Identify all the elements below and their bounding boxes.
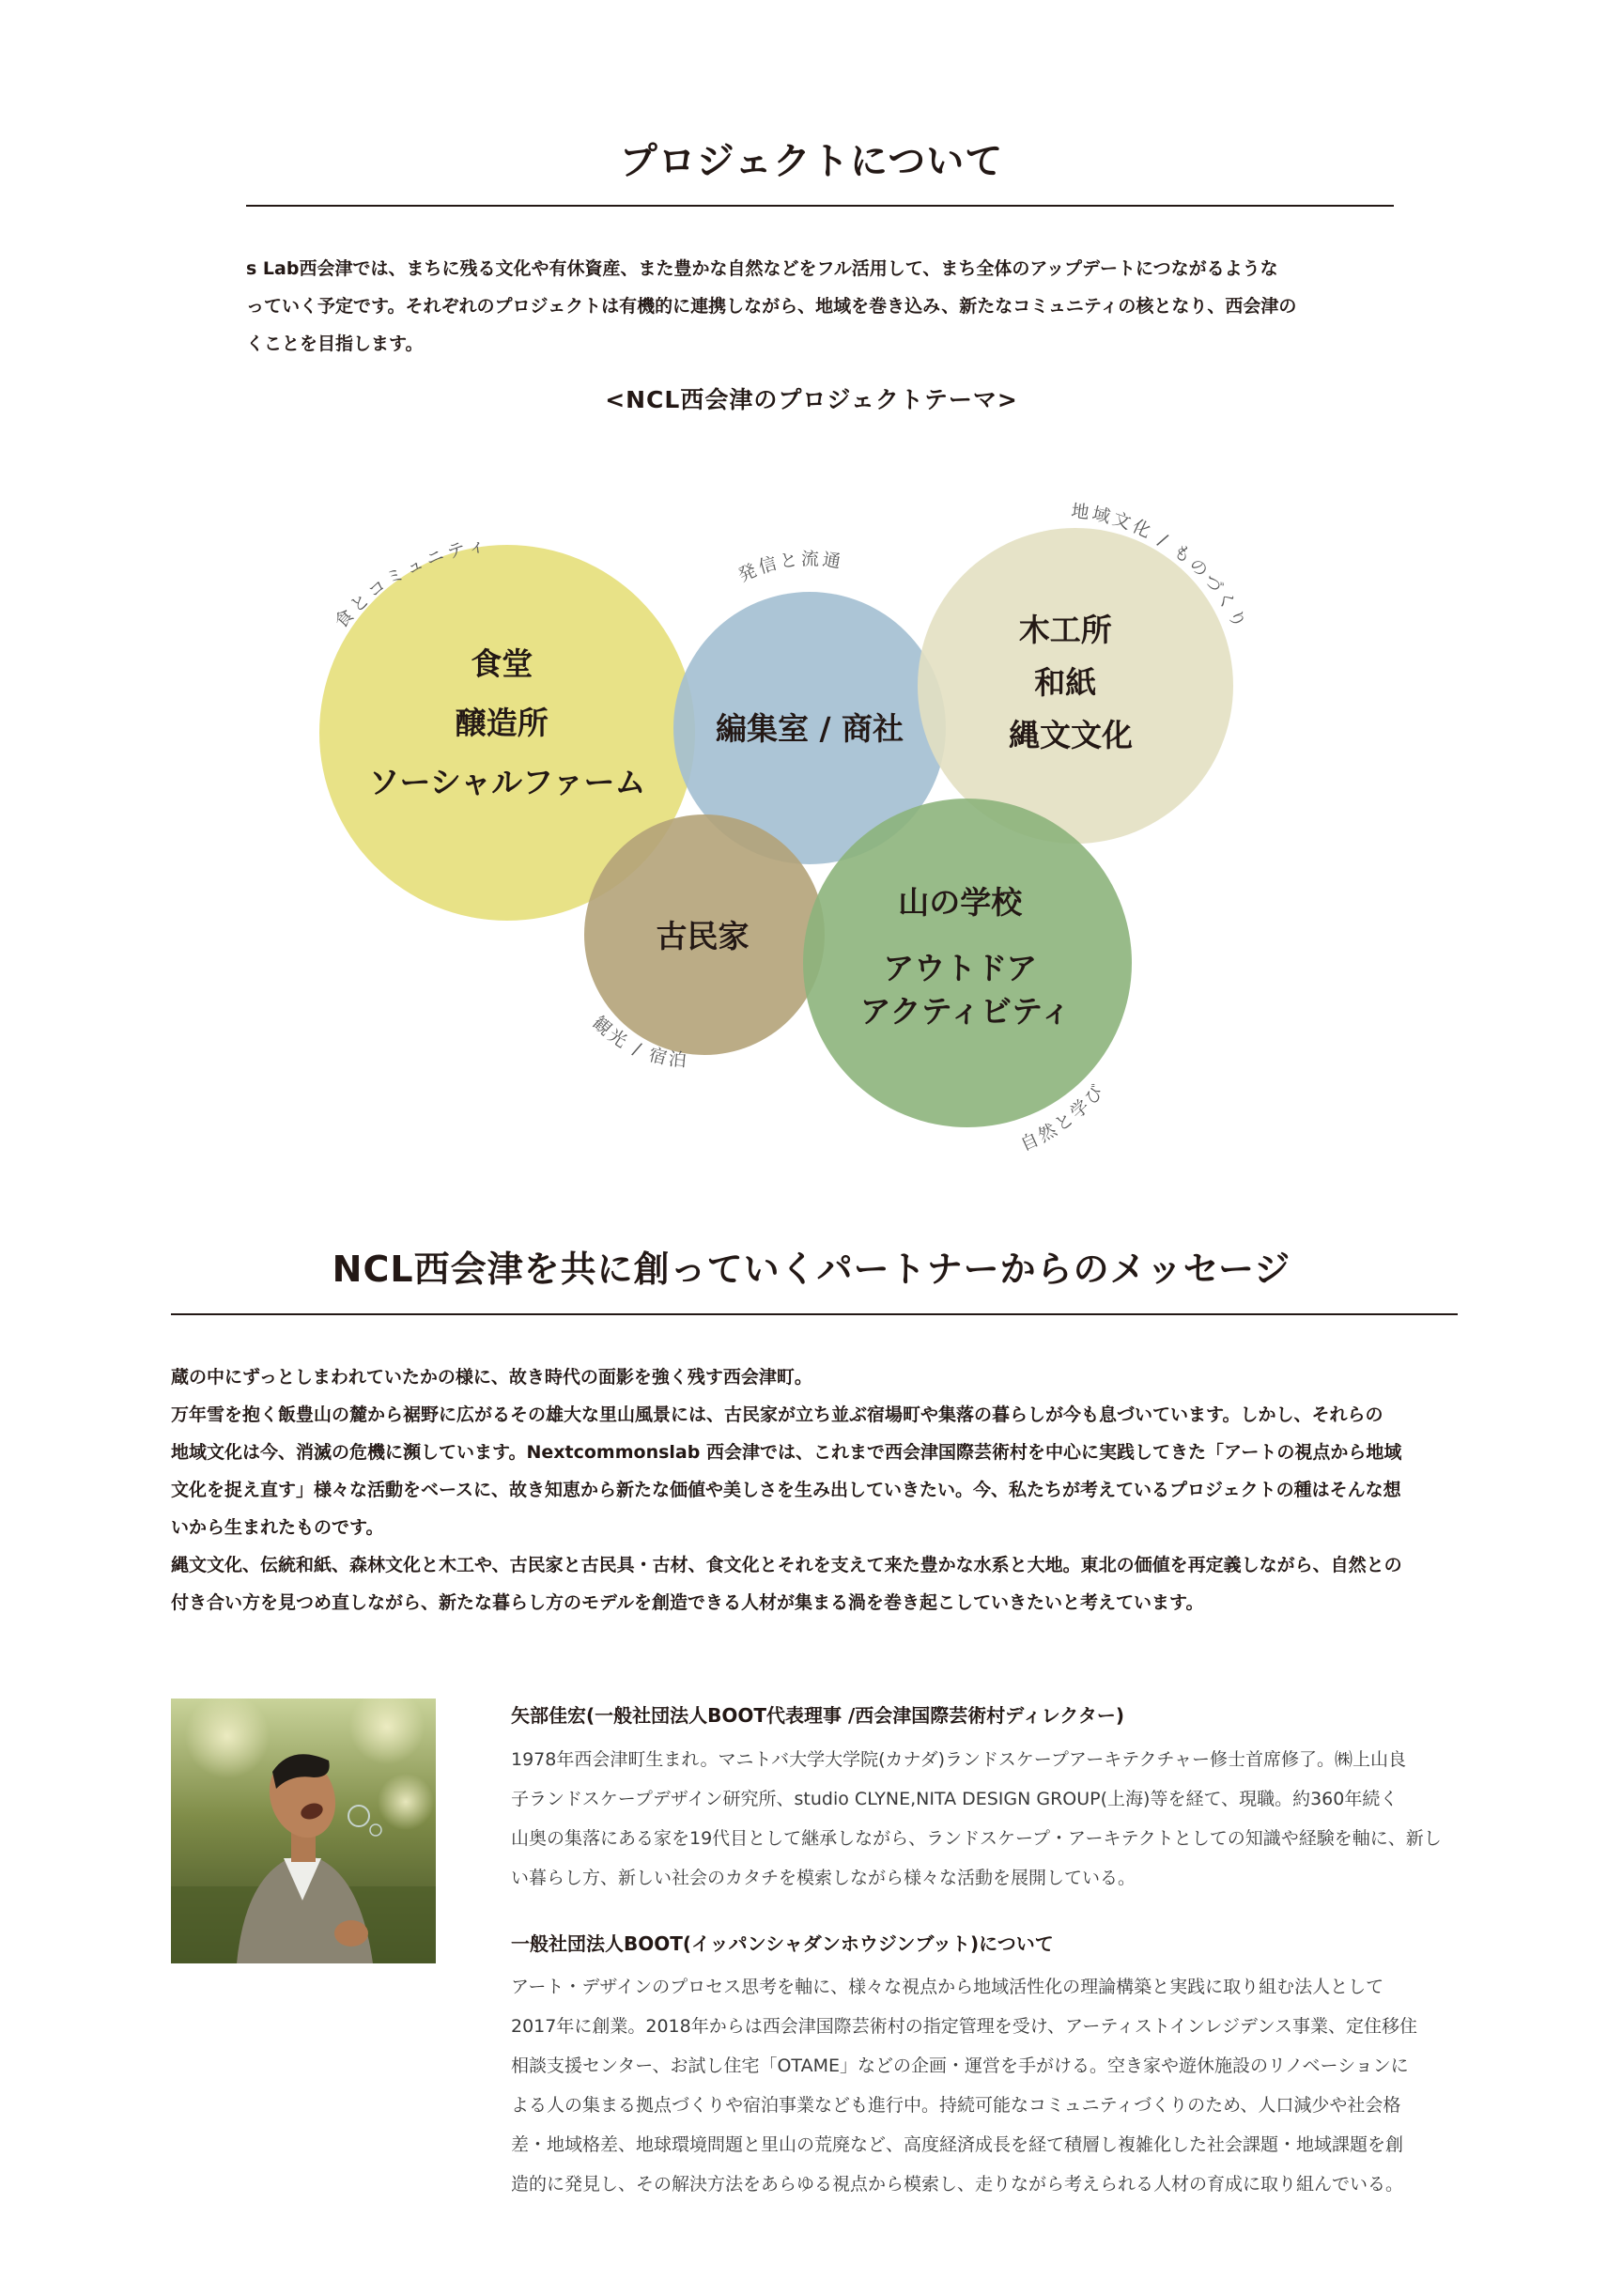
- bio-line: 山奥の集落にある家を19代目として継承しながら、ランドスケープ・アーキテクトとしての知識や経験を軸に、新し: [511, 1828, 1442, 1849]
- message-line: 縄文文化、伝統和紙、森林文化と木工や、古民家と古民具・古材、食文化とそれを支えて来た豊かな水系と大地。東北の価値を再定義しながら、自然との: [171, 1555, 1402, 1575]
- house-label: 古民家: [656, 918, 750, 954]
- org-line: よる人の集まる拠点づくりや宿泊事業なども進行中。持続可能なコミュニティづくりのため、人口減少や社会格: [511, 2095, 1401, 2116]
- arc-label-food: 食とコミュニティ: [331, 534, 491, 633]
- nature-label-3: アクティビティ: [859, 993, 1072, 1030]
- org-line: アート・デザインのプロセス思考を軸に、様々な視点から地域活性化の理論構築と実践に取り組む法人として: [511, 1977, 1384, 1997]
- org-line: 2017年に創業。2018年からは西会津国際芸術村の指定管理を受け、アーティストインレジデンス事業、定住移住: [511, 2016, 1418, 2037]
- nature-label-2: アウトドア: [883, 950, 1038, 986]
- org-title: 一般社団法人BOOT(イッパンシャダンホウジンブット)について: [511, 1932, 1054, 1955]
- profile-bio: [511, 1740, 1442, 1898]
- intro-line: っていく予定です。それぞれのプロジェクトは有機的に連携しながら、地域を巻き込み、新たなコミュニティの核となり、西会津の: [246, 296, 1297, 317]
- message-line: 文化を捉え直す」様々な活動をベースに、故き知恵から新たな価値や美しさを生み出していきたい。今、私たちが考えているプロジェクトの種はそんな想: [171, 1480, 1401, 1500]
- nature-label-1: 山の学校: [898, 884, 1023, 921]
- food-label-3: ソーシャルファーム: [368, 764, 646, 800]
- arc-label-nature: 自然と学び: [1017, 1079, 1110, 1156]
- message-line: 万年雪を抱く飯豊山の麓から裾野に広がるその雄大な里山風景には、古民家が立ち並ぶ宿場町や集落の暮らしが今も息づいています。しかし、それらの: [171, 1404, 1383, 1425]
- project-intro: [246, 250, 1394, 372]
- org-line: 差・地域格差、地球環境問題と里山の荒廃など、高度経済成長を経て積層し複雑化した社会課題・地域課題を創: [511, 2134, 1404, 2155]
- arc-label-craft: 地域文化 / ものづくり: [1070, 500, 1252, 634]
- section-rule-project: [246, 205, 1394, 207]
- message-line: いから生まれたものです。: [171, 1517, 384, 1538]
- intro-line: くことを目指します。: [246, 334, 424, 354]
- craft-label-2: 和紙: [1034, 664, 1097, 701]
- section-rule-message: [171, 1313, 1458, 1315]
- bio-line: 1978年西会津町生まれ。マニトバ大学大学院(カナダ)ランドスケープアーキテクチャー修士首席修了。㈱上山良: [511, 1749, 1406, 1770]
- arc-label-house: 観光 / 宿泊: [588, 1012, 690, 1072]
- craft-label-3: 縄文文化: [1009, 717, 1133, 753]
- portrait-photo: [171, 1699, 436, 1963]
- profile-name: 矢部佳宏(一般社団法人BOOT代表理事 /西会津国際芸術村ディレクター): [511, 1704, 1125, 1727]
- section-title-project: プロジェクトについて: [619, 140, 1004, 183]
- partner-message: [171, 1358, 1467, 1621]
- theme-heading: <NCL西会津のプロジェクトテーマ>: [605, 386, 1018, 413]
- message-line: 蔵の中にずっとしまわれていたかの様に、故き時代の面影を強く残す西会津町。: [171, 1367, 812, 1388]
- bio-line: 子ランドスケープデザイン研究所、studio CLYNE,NITA DESIGN GROUP(上海)等を経て、現職。約360年続く: [511, 1789, 1399, 1809]
- section-title-message: NCL西会津を共に創っていくパートナーからのメッセージ: [332, 1249, 1291, 1290]
- project-theme-diagram: [0, 489, 1623, 1165]
- org-description: [511, 1967, 1417, 2204]
- org-line: 造的に発見し、その解決方法をあらゆる視点から模索し、走りながら考えられる人材の育成に取り組んでいる。: [511, 2174, 1404, 2195]
- media-label: 編集室 / 商社: [715, 710, 904, 747]
- message-line: 付き合い方を見つめ直しながら、新たな暮らし方のモデルを創造できる人材が集まる渦を巻き起こしていきたいと考えています。: [171, 1592, 1204, 1613]
- arc-label-media: 発信と流通: [734, 549, 845, 587]
- org-line: 相談支援センター、お試し住宅「OTAME」などの企画・運営を手がける。空き家や遊休施設のリノベーションに: [511, 2056, 1409, 2076]
- bio-line: い暮らし方、新しい社会のカタチを模索しながら様々な活動を展開している。: [511, 1868, 1136, 1888]
- food-label-2: 醸造所: [455, 705, 549, 741]
- craft-label-1: 木工所: [1018, 612, 1112, 648]
- message-line: 地域文化は今、消滅の危機に瀕しています。Nextcommonslab 西会津では、これまで西会津国際芸術村を中心に実践してきた「アートの視点から地域: [171, 1442, 1402, 1463]
- food-label-1: 食堂: [471, 645, 533, 682]
- intro-line: s Lab西会津では、まちに残る文化や有休資産、また豊かな自然などをフル活用して、まち全体のアップデートにつながるような: [246, 258, 1278, 279]
